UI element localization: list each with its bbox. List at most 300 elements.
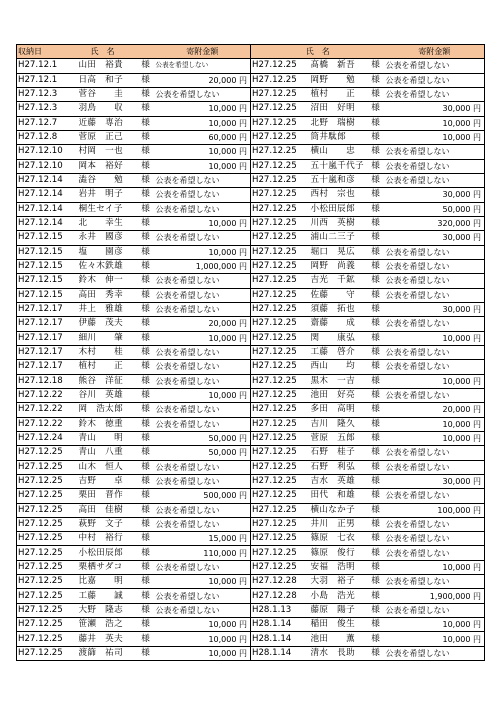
table-row — [17, 417, 485, 431]
table-row — [17, 173, 485, 187]
honorific: 様 — [367, 102, 385, 116]
donor-name: 横山なか子 — [309, 503, 367, 517]
honorific: 様 — [137, 575, 155, 589]
donor-name: 篠原 俊行 — [309, 546, 367, 560]
receipt-date: H27.12.25 — [251, 360, 309, 374]
table-row — [17, 102, 485, 116]
table-row — [17, 517, 485, 531]
receipt-date: H27.12.25 — [251, 87, 309, 101]
donation-amount: 公表を希望しない — [385, 446, 485, 460]
header-name-left: 氏 名 — [77, 45, 155, 59]
donation-amount: 公表を希望しない — [385, 288, 485, 302]
donation-amount: 公表を希望しない — [385, 317, 485, 331]
donor-name: 井川 正男 — [309, 517, 367, 531]
table-row — [17, 159, 485, 173]
receipt-date: H28.1.14 — [251, 632, 309, 646]
donor-name: 細川 肇 — [77, 331, 137, 345]
honorific: 様 — [137, 130, 155, 144]
honorific: 様 — [137, 145, 155, 159]
donor-name: 小島 浩光 — [309, 589, 367, 603]
receipt-date: H27.12.7 — [17, 116, 77, 130]
honorific: 様 — [367, 374, 385, 388]
donation-amount: 公表を希望しない — [155, 589, 251, 603]
donation-amount: 公表を希望しない — [155, 274, 251, 288]
donor-name: 佐藤 守 — [309, 288, 367, 302]
donor-name: 笹瀬 浩之 — [77, 618, 137, 632]
donation-amount: 15,000 円 — [155, 532, 251, 546]
donation-amount: 30,000 円 — [385, 474, 485, 488]
donation-amount: 60,000 円 — [155, 130, 251, 144]
honorific: 様 — [137, 446, 155, 460]
donation-amount: 1,900,000 円 — [385, 589, 485, 603]
receipt-date: H27.12.25 — [251, 231, 309, 245]
honorific: 様 — [137, 374, 155, 388]
donation-amount: 公表を希望しない — [385, 173, 485, 187]
table-row — [17, 245, 485, 259]
donation-amount: 50,000 円 — [155, 431, 251, 445]
receipt-date: H27.12.25 — [17, 560, 77, 574]
donation-amount: 30,000 円 — [385, 302, 485, 316]
honorific: 様 — [137, 116, 155, 130]
donor-name: 吉川 隆久 — [309, 417, 367, 431]
table-row — [17, 489, 485, 503]
donor-name: 比嘉 明 — [77, 575, 137, 589]
table-row — [17, 374, 485, 388]
receipt-date: H27.12.15 — [17, 231, 77, 245]
receipt-date: H27.12.3 — [17, 102, 77, 116]
donor-name: 篠原 七衣 — [309, 532, 367, 546]
table-row — [17, 575, 485, 589]
donation-amount: 20,000 円 — [155, 317, 251, 331]
donation-amount: 公表を希望しない — [155, 374, 251, 388]
donor-name: 池田 好亮 — [309, 388, 367, 402]
donor-name: 西村 宗也 — [309, 188, 367, 202]
donor-name: 中村 裕行 — [77, 532, 137, 546]
receipt-date: H27.12.25 — [251, 245, 309, 259]
donation-amount: 10,000 円 — [155, 216, 251, 230]
donation-amount: 公表を希望しない — [155, 202, 251, 216]
receipt-date: H27.12.24 — [17, 431, 77, 445]
donation-amount: 10,000 円 — [155, 646, 251, 660]
donor-name: 工藤 啓介 — [309, 345, 367, 359]
donor-name: 桐生セイ子 — [77, 202, 137, 216]
donation-amount: 10,000 円 — [385, 560, 485, 574]
table-row — [17, 317, 485, 331]
donation-amount: 50,000 円 — [155, 446, 251, 460]
donation-amount: 公表を希望しない — [155, 403, 251, 417]
honorific: 様 — [137, 503, 155, 517]
table-row — [17, 646, 485, 660]
table-row — [17, 302, 485, 316]
donor-name: 黒木 一吉 — [309, 374, 367, 388]
donor-name: 羽鳥 収 — [77, 102, 137, 116]
receipt-date: H27.12.17 — [17, 302, 77, 316]
donation-amount: 30,000 円 — [385, 188, 485, 202]
donor-name: 藤井 英夫 — [77, 632, 137, 646]
donation-amount: 公表を希望しない — [385, 59, 485, 73]
table-row — [17, 403, 485, 417]
receipt-date: H27.12.28 — [251, 589, 309, 603]
receipt-date: H27.12.25 — [251, 130, 309, 144]
donor-name: 伊藤 茂夫 — [77, 317, 137, 331]
honorific: 様 — [137, 231, 155, 245]
honorific: 様 — [137, 216, 155, 230]
donation-amount: 公表を希望しない — [155, 603, 251, 617]
donor-name: 川西 英樹 — [309, 216, 367, 230]
honorific: 様 — [137, 360, 155, 374]
receipt-date: H27.12.3 — [17, 87, 77, 101]
donor-name: 池田 薫 — [309, 632, 367, 646]
table-row — [17, 202, 485, 216]
donation-amount: 公表を希望しない — [385, 546, 485, 560]
table-row — [17, 59, 485, 73]
donation-amount: 10,000 円 — [385, 331, 485, 345]
table-row — [17, 618, 485, 632]
donation-amount: 10,000 円 — [155, 159, 251, 173]
donation-amount: 公表を希望しない — [385, 603, 485, 617]
receipt-date: H27.12.10 — [17, 145, 77, 159]
honorific: 様 — [137, 188, 155, 202]
honorific: 様 — [367, 603, 385, 617]
donation-amount: 公表を希望しない — [155, 345, 251, 359]
honorific: 様 — [137, 102, 155, 116]
honorific: 様 — [137, 59, 155, 73]
receipt-date: H27.12.25 — [251, 532, 309, 546]
honorific: 様 — [367, 460, 385, 474]
receipt-date: H27.12.25 — [251, 202, 309, 216]
donation-amount: 10,000 円 — [155, 331, 251, 345]
donation-amount: 500,000 円 — [155, 489, 251, 503]
table-row — [17, 116, 485, 130]
donor-name: 吉水 英雄 — [309, 474, 367, 488]
donation-amount: 30,000 円 — [385, 231, 485, 245]
honorific: 様 — [367, 632, 385, 646]
honorific: 様 — [137, 87, 155, 101]
honorific: 様 — [367, 345, 385, 359]
table-row — [17, 589, 485, 603]
donor-name: 井上 雅雄 — [77, 302, 137, 316]
donor-name: 鈴木 徳重 — [77, 417, 137, 431]
donation-amount: 公表を希望しない — [385, 489, 485, 503]
honorific: 様 — [137, 173, 155, 187]
table-row — [17, 145, 485, 159]
honorific: 様 — [367, 532, 385, 546]
table-row — [17, 503, 485, 517]
table-row — [17, 474, 485, 488]
honorific: 様 — [137, 431, 155, 445]
honorific: 様 — [367, 231, 385, 245]
receipt-date: H27.12.25 — [251, 274, 309, 288]
receipt-date: H27.12.15 — [17, 245, 77, 259]
donor-name: 須藤 拓也 — [309, 302, 367, 316]
receipt-date: H27.12.15 — [17, 288, 77, 302]
table-row — [17, 360, 485, 374]
donation-amount: 30,000 円 — [385, 102, 485, 116]
donation-amount: 公表を希望しない — [155, 302, 251, 316]
donation-amount: 公表を希望しない — [155, 87, 251, 101]
receipt-date: H27.12.25 — [251, 474, 309, 488]
receipt-date: H27.12.25 — [17, 446, 77, 460]
donor-name: 北野 瑞樹 — [309, 116, 367, 130]
receipt-date: H27.12.25 — [251, 159, 309, 173]
receipt-date: H27.12.25 — [251, 216, 309, 230]
header-amount-left: 寄附金額 — [155, 45, 251, 59]
honorific: 様 — [367, 431, 385, 445]
receipt-date: H27.12.25 — [251, 517, 309, 531]
donor-name: 谷川 英雄 — [77, 388, 137, 402]
donor-name: 高田 秀幸 — [77, 288, 137, 302]
honorific: 様 — [367, 503, 385, 517]
receipt-date: H27.12.14 — [17, 202, 77, 216]
donor-name: 渡篩 祐司 — [77, 646, 137, 660]
honorific: 様 — [137, 73, 155, 87]
donation-amount: 公表を希望しない — [385, 245, 485, 259]
receipt-date: H27.12.15 — [17, 274, 77, 288]
donor-name: 岡 浩太郎 — [77, 403, 137, 417]
receipt-date: H27.12.25 — [251, 116, 309, 130]
donation-amount: 公表を希望しない — [155, 460, 251, 474]
donation-amount: 10,000 円 — [385, 374, 485, 388]
table-row — [17, 546, 485, 560]
donor-name: 栗栖サダコ — [77, 560, 137, 574]
honorific: 様 — [367, 589, 385, 603]
receipt-date: H27.12.17 — [17, 317, 77, 331]
table-row — [17, 331, 485, 345]
receipt-date: H27.12.28 — [251, 575, 309, 589]
honorific: 様 — [137, 245, 155, 259]
honorific: 様 — [367, 259, 385, 273]
donation-amount: 20,000 円 — [155, 73, 251, 87]
donation-amount: 10,000 円 — [155, 102, 251, 116]
honorific: 様 — [137, 159, 155, 173]
honorific: 様 — [367, 87, 385, 101]
donation-amount: 公表を希望しない — [155, 59, 251, 73]
table-row — [17, 216, 485, 230]
receipt-date: H27.12.25 — [251, 145, 309, 159]
receipt-date: H27.12.25 — [251, 173, 309, 187]
table-row — [17, 274, 485, 288]
donation-amount: 公表を希望しない — [385, 259, 485, 273]
receipt-date: H27.12.25 — [251, 388, 309, 402]
donor-name: 北 幸生 — [77, 216, 137, 230]
honorific: 様 — [137, 388, 155, 402]
honorific: 様 — [137, 302, 155, 316]
table-row — [17, 87, 485, 101]
honorific: 様 — [367, 388, 385, 402]
donation-amount: 10,000 円 — [385, 431, 485, 445]
honorific: 様 — [137, 202, 155, 216]
honorific: 様 — [137, 532, 155, 546]
header-amount-right: 寄附金額 — [385, 45, 485, 59]
donation-amount: 10,000 円 — [385, 632, 485, 646]
donation-amount: 10,000 円 — [155, 618, 251, 632]
donation-amount: 公表を希望しない — [155, 560, 251, 574]
honorific: 様 — [367, 360, 385, 374]
receipt-date: H27.12.1 — [17, 73, 77, 87]
donation-amount: 公表を希望しない — [385, 460, 485, 474]
donor-name: 鈴木 伸一 — [77, 274, 137, 288]
donor-name: 筒井駄郎 — [309, 130, 367, 144]
donor-name: 永井 國彦 — [77, 231, 137, 245]
donor-name: 多田 高明 — [309, 403, 367, 417]
donation-amount: 公表を希望しない — [385, 274, 485, 288]
honorific: 様 — [367, 474, 385, 488]
honorific: 様 — [137, 517, 155, 531]
donor-name: 熊谷 洋征 — [77, 374, 137, 388]
honorific: 様 — [367, 403, 385, 417]
donation-amount: 公表を希望しない — [155, 188, 251, 202]
table-row — [17, 388, 485, 402]
donor-name: 五十嵐和彦 — [309, 173, 367, 187]
donor-name: 浦山二三子 — [309, 231, 367, 245]
donation-amount: 公表を希望しない — [155, 173, 251, 187]
donation-amount: 公表を希望しない — [385, 532, 485, 546]
donation-amount: 公表を希望しない — [385, 145, 485, 159]
honorific: 様 — [367, 173, 385, 187]
donor-name: 堀口 晃広 — [309, 245, 367, 259]
donation-amount: 公表を希望しない — [385, 345, 485, 359]
donor-name: 青山 八重 — [77, 446, 137, 460]
donation-amount: 10,000 円 — [385, 618, 485, 632]
table-row — [17, 130, 485, 144]
receipt-date: H27.12.25 — [17, 646, 77, 660]
table-row — [17, 259, 485, 273]
donor-name: 植村 正 — [309, 87, 367, 101]
donor-name: 山田 裕貴 — [77, 59, 137, 73]
donation-amount: 10,000 円 — [155, 145, 251, 159]
header-date: 収納日 — [17, 45, 77, 59]
receipt-date: H27.12.25 — [17, 517, 77, 531]
honorific: 様 — [137, 345, 155, 359]
donation-amount: 10,000 円 — [385, 417, 485, 431]
honorific: 様 — [367, 116, 385, 130]
receipt-date: H27.12.25 — [17, 603, 77, 617]
receipt-date: H27.12.25 — [17, 532, 77, 546]
donation-amount: 50,000 円 — [385, 202, 485, 216]
table-row — [17, 603, 485, 617]
donation-amount: 公表を希望しない — [155, 231, 251, 245]
receipt-date: H27.12.22 — [17, 388, 77, 402]
honorific: 様 — [137, 317, 155, 331]
honorific: 様 — [137, 417, 155, 431]
receipt-date: H27.12.25 — [17, 503, 77, 517]
honorific: 様 — [137, 560, 155, 574]
table-row — [17, 446, 485, 460]
donation-amount: 10,000 円 — [385, 116, 485, 130]
receipt-date: H27.12.25 — [17, 575, 77, 589]
honorific: 様 — [137, 474, 155, 488]
receipt-date: H27.12.25 — [251, 288, 309, 302]
receipt-date: H27.12.8 — [17, 130, 77, 144]
donation-table — [16, 44, 485, 661]
receipt-date: H27.12.25 — [251, 59, 309, 73]
honorific: 様 — [367, 130, 385, 144]
receipt-date: H27.12.25 — [251, 431, 309, 445]
table-row — [17, 560, 485, 574]
donation-amount: 10,000 円 — [155, 575, 251, 589]
table-row — [17, 632, 485, 646]
receipt-date: H27.12.25 — [17, 489, 77, 503]
receipt-date: H27.12.25 — [251, 446, 309, 460]
header-name-right: 氏 名 — [251, 45, 385, 59]
honorific: 様 — [367, 216, 385, 230]
receipt-date: H27.12.25 — [17, 632, 77, 646]
donor-name: 大羽 裕子 — [309, 575, 367, 589]
receipt-date: H27.12.25 — [17, 618, 77, 632]
receipt-date: H27.12.1 — [17, 59, 77, 73]
donor-name: 吉野 卓 — [77, 474, 137, 488]
donation-amount: 100,000 円 — [385, 503, 485, 517]
receipt-date: H27.12.22 — [17, 417, 77, 431]
honorific: 様 — [137, 331, 155, 345]
receipt-date: H27.12.17 — [17, 345, 77, 359]
receipt-date: H27.12.25 — [251, 460, 309, 474]
table-row — [17, 231, 485, 245]
receipt-date: H28.1.13 — [251, 603, 309, 617]
donation-amount: 320,000 円 — [385, 216, 485, 230]
receipt-date: H27.12.25 — [251, 560, 309, 574]
honorific: 様 — [137, 632, 155, 646]
donor-name: 大野 隆志 — [77, 603, 137, 617]
honorific: 様 — [367, 331, 385, 345]
receipt-date: H27.12.25 — [251, 374, 309, 388]
receipt-date: H27.12.25 — [251, 102, 309, 116]
donor-name: 小松田辰郎 — [77, 546, 137, 560]
honorific: 様 — [367, 145, 385, 159]
honorific: 様 — [367, 618, 385, 632]
donor-name: 澁谷 勉 — [77, 173, 137, 187]
honorific: 様 — [367, 317, 385, 331]
receipt-date: H27.12.10 — [17, 159, 77, 173]
donor-name: 齋藤 成 — [309, 317, 367, 331]
donor-name: 山木 恒人 — [77, 460, 137, 474]
donor-name: 日高 和子 — [77, 73, 137, 87]
honorific: 様 — [137, 288, 155, 302]
honorific: 様 — [367, 159, 385, 173]
receipt-date: H27.12.25 — [251, 259, 309, 273]
donor-name: 関 康弘 — [309, 331, 367, 345]
donation-amount: 公表を希望しない — [155, 417, 251, 431]
honorific: 様 — [137, 618, 155, 632]
donor-name: 高田 佳樹 — [77, 503, 137, 517]
receipt-date: H27.12.25 — [251, 417, 309, 431]
receipt-date: H27.12.25 — [17, 589, 77, 603]
honorific: 様 — [367, 517, 385, 531]
receipt-date: H27.12.25 — [251, 546, 309, 560]
donation-amount: 公表を希望しない — [155, 288, 251, 302]
donor-name: 横山 忠 — [309, 145, 367, 159]
donor-name: 岩井 明子 — [77, 188, 137, 202]
donation-amount: 10,000 円 — [155, 632, 251, 646]
donor-name: 稲田 俊生 — [309, 618, 367, 632]
donation-amount: 公表を希望しない — [155, 360, 251, 374]
honorific: 様 — [137, 546, 155, 560]
honorific: 様 — [137, 589, 155, 603]
donor-name: 植村 正 — [77, 360, 137, 374]
honorific: 様 — [367, 274, 385, 288]
donor-name: 沼田 好明 — [309, 102, 367, 116]
receipt-date: H27.12.25 — [17, 546, 77, 560]
honorific: 様 — [367, 73, 385, 87]
honorific: 様 — [367, 417, 385, 431]
receipt-date: H27.12.25 — [251, 73, 309, 87]
donation-amount: 公表を希望しない — [385, 388, 485, 402]
receipt-date: H27.12.15 — [17, 259, 77, 273]
donor-name: 近藤 専治 — [77, 116, 137, 130]
honorific: 様 — [137, 403, 155, 417]
donor-name: 清水 長助 — [309, 646, 367, 660]
donation-amount: 公表を希望しない — [155, 474, 251, 488]
